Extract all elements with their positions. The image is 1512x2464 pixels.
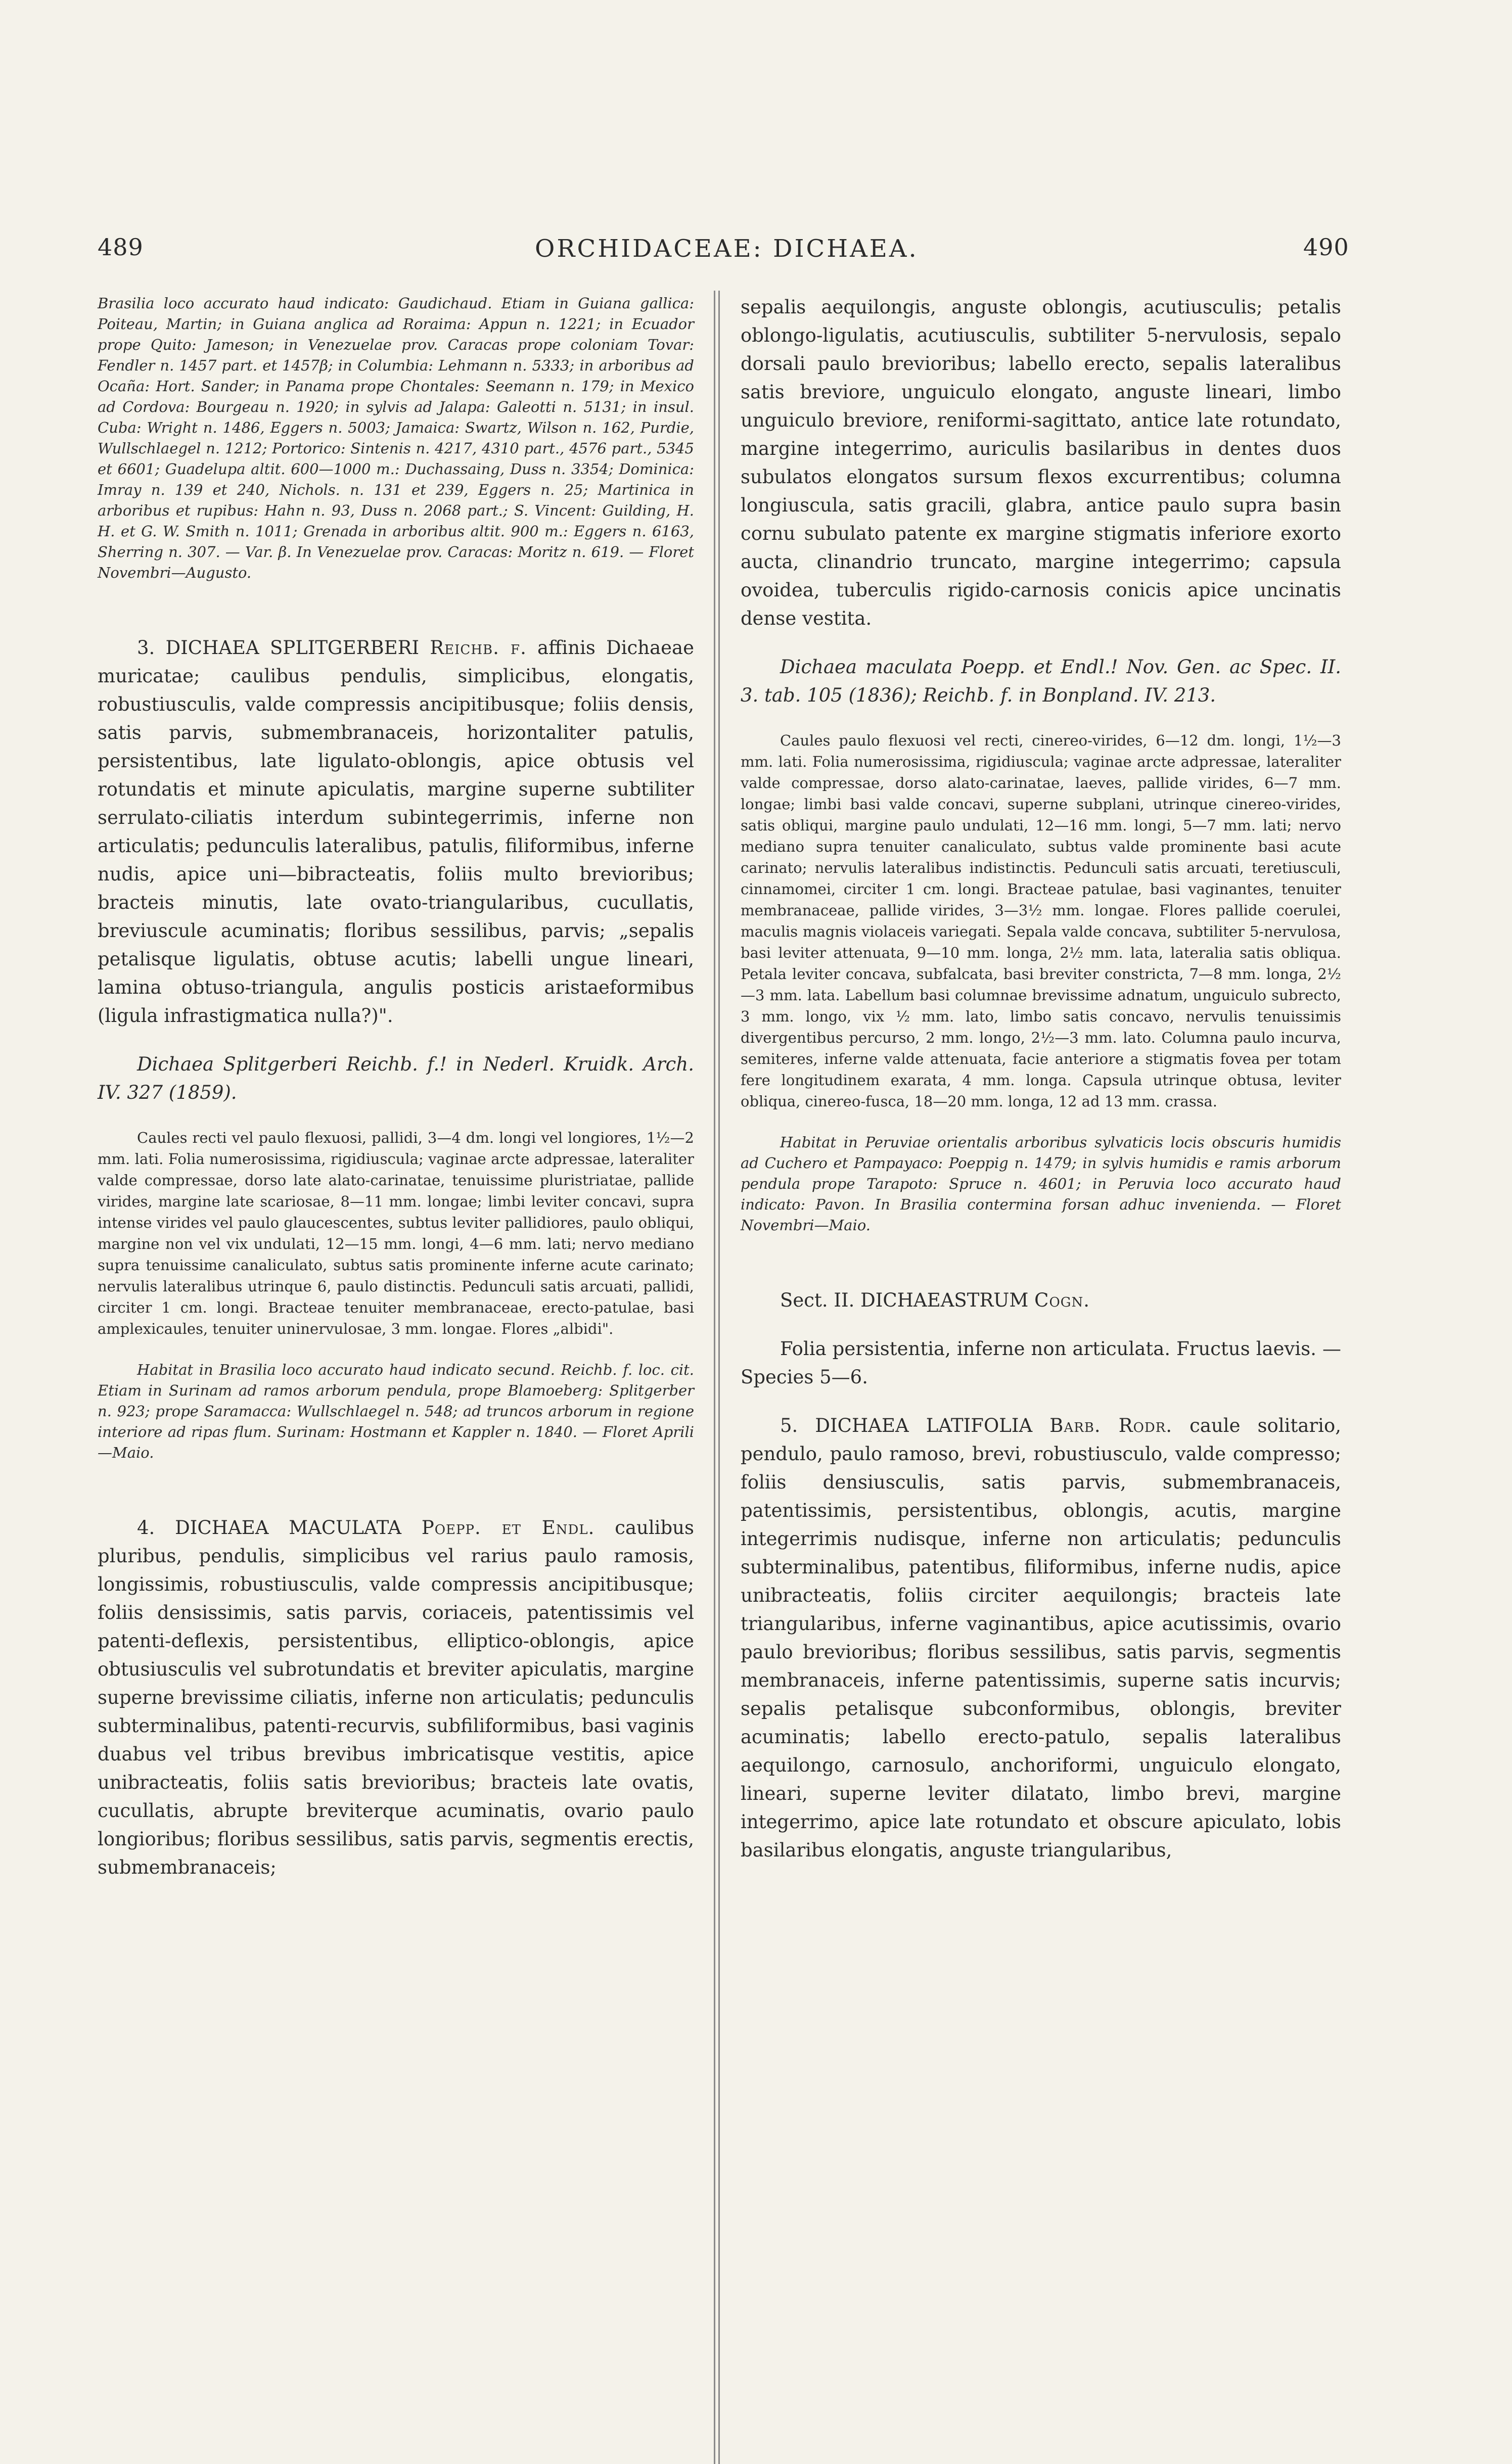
page-header xyxy=(0,234,1512,274)
section-title: Sect. II. DICHAEASTRUM xyxy=(780,1289,1029,1311)
species-3-reference: Dichaea Splitgerberi Reichb. f.! in Nederl. Kruidk. Arch. IV. 327 (1859). xyxy=(98,1053,694,1103)
species-4-author: Poepp. et Endl. xyxy=(421,1517,595,1539)
species-5-description xyxy=(741,1412,1341,1865)
species-3-description xyxy=(98,634,694,1030)
species-4-description xyxy=(98,1514,694,1882)
species-4-diagnosis: caulibus pluribus, pendulis, simplicibus vel rarius paulo ramosis, longissimis, robustiusculis, valde compressis ancipitibusque; foliis densissimis, satis parvis, coriaceis, patentissimis vel patenti-deflexis, persistentibus, elliptico-oblongis, apice obtusiusculis vel subrotundatis et breviter apiculatis, margine superne brevissime ciliatis, inferne non articulatis; pedunculis subterminalibus, patenti-recurvis, subfiliformibus, basi vaginis duabus vel tribus brevibus imbricatisque vestitis, apice unibracteatis, foliis satis brevioribus; bracteis late ovatis, cucullatis, abrupte breviterque acuminatis, ovario paulo longioribus; floribus sessilibus, satis parvis, segmentis erectis, submembranaceis; xyxy=(98,1517,694,1878)
species-3-heading: 3. DICHAEA SPLITGERBERI xyxy=(137,637,420,659)
species-4-reference: Dichaea maculata Poepp. et Endl.! Nov. Gen. ac Spec. II. 3. tab. 105 (1836); Reichb. f. in Bonpland. IV. 213. xyxy=(741,656,1341,706)
page-number-left: 489 xyxy=(98,234,144,261)
species-3-detail: Caules recti vel paulo flexuosi, pallidi, 3—4 dm. longi vel longiores, 1½—2 mm. lati. Folia numerosissima, rigidiuscula; vaginae arcte adpressae, lateraliter valde compressae, dorso late alato-carinatae, tenuissime pluristriatae, pallide virides, margine late scariosae, 8—11 mm. longae; limbi leviter concavi, supra intense virides vel paulo glaucescentes, subtus leviter pallidiores, paulo obliqui, margine non vel vix undulati, 12—15 mm. longi, 4—6 mm. lati; nervo mediano supra tenuissime canaliculato, subtus satis prominente inferne acute carinato; nervulis lateralibus utrinque 6, paulo distinctis. Pedunculi satis arcuati, pallidi, circiter 1 cm. longi. Bracteae tenuiter membranaceae, erecto-patulae, basi amplexicaules, tenuiter uninervulosae, 3 mm. longae. Flores „albidi". xyxy=(98,1129,694,1337)
species-4-detail: Caules paulo flexuosi vel recti, cinereo-virides, 6—12 dm. longi, 1½—3 mm. lati. Folia numerosissima, rigidiuscula; vaginae arcte adpressae, lateraliter valde compressae, dorso alato-carinatae, laeves, pallide virides, 6—7 mm. longae; limbi basi valde concavi, superne subplani, utrinque cinereo-virides, satis obliqui, margine paulo undulati, 12—16 mm. longi, 5—7 mm. lati; nervo mediano supra tenuiter canaliculato, subtus valde prominente basi acute carinato; nervulis lateralibus indistinctis. Pedunculi satis arcuati, teretiusculi, cinnamomei, circiter 1 cm. longi. Bracteae patulae, basi vaginantes, tenuiter membranaceae, pallide virides, 3—3½ mm. longae. Flores pallide coerulei, maculis magnis violaceis variegati. Sepala valde concava, subtiliter 5-nervulosa, basi leviter attenuata, 9—10 mm. longa, 2½ mm. lata, lateralia satis obliqua. Petala leviter concava, subfalcata, basi breviter constricta, 7—8 mm. longa, 2½—3 mm. lata. Labellum basi columnae brevissime adnatum, unguiculo subrecto, 3 mm. longo, vix ½ mm. lato, limbo satis concavo, nervulis tenuissimis divergentibus percurso, 2 mm. longo, 2½—3 mm. lato. Columna paulo incurva, semiteres, inferne valde attenuata, facie anteriore a stigmatis fovea per totam fere longitudinem exarata, 4 mm. longa. Capsula utrinque obtusa, leviter obliqua, cinereo-fusca, 18—20 mm. longa, 12 ad 13 mm. crassa. xyxy=(741,732,1341,1110)
page-number-right: 490 xyxy=(1303,234,1349,261)
running-title: ORCHIDACEAE: DICHAEA. xyxy=(535,235,919,263)
species-4-heading: 4. DICHAEA MACULATA xyxy=(137,1517,402,1539)
species-5-author: Barb. Rodr. xyxy=(1049,1415,1173,1436)
section-description: Folia persistentia, inferne non articulata. Fructus laevis. — Species 5—6. xyxy=(741,1338,1341,1388)
distribution-paragraph: Brasilia loco accurato haud indicato: Gaudichaud. Etiam in Guiana gallica: Poiteau, Martin; in Guiana anglica ad Roraima: Appun n. 1221; in Ecuador prope Quito: Jameson; in Venezuelae prov. Caracas prope coloniam Tovar: Fendler n. 1457 part. et 1457β; in Columbia: Lehmann n. 5333; in arboribus ad Ocaña: Hort. Sander; in Panama prope Chontales: Seemann n. 179; in Mexico ad Cordova: Bourgeau n. 1920; in sylvis ad Jalapa: Galeotti n. 5131; in insul. Cuba: Wright n. 1486, Eggers n. 5003; Jamaica: Swartz, Wilson n. 162, Purdie, Wullschlaegel n. 1212; Portorico: Sintenis n. 4217, 4310 part., 4576 part., 5345 et 6601; Guadelupa altit. 600—1000 m.: Duchassaing, Duss n. 3354; Dominica: Imray n. 139 et 240, Nichols. n. 131 et 239, Eggers n. 25; Martinica in arboribus et rupibus: Hahn n. 93, Duss n. 2068 part.; S. Vincent: Guilding, H. H. et G. W. Smith n. 1011; Grenada in arboribus altit. 900 m.: Eggers n. 6163, Sherring n. 307. — Var. β. In Venezuelae prov. Caracas: Moritz n. 619. — Floret Novembri—Augusto. xyxy=(98,295,694,581)
species-5-heading: 5. DICHAEA LATIFOLIA xyxy=(780,1415,1033,1436)
species-3-diagnosis: affinis Dichaeae muricatae; caulibus pendulis, simplicibus, elongatis, robustiusculis, valde compressis ancipitibusque; foliis densis, satis parvis, submembranaceis, horizontaliter patulis, persistentibus, late ligulato-oblongis, apice obtusis vel rotundatis et minute apiculatis, margine superne subtiliter serrulato-ciliatis interdum subintegerrimis, inferne non articulatis; pedunculis lateralibus, patulis, filiformibus, inferne nudis, apice uni—bibracteatis, foliis multo brevioribus; bracteis minutis, late ovato-triangularibus, cucullatis, breviuscule acuminatis; floribus sessilibus, parvis; „sepalis petalisque ligulatis, obtuse acutis; labelli ungue lineari, lamina obtuso-triangula, angulis posticis aristaeformibus (ligula infrastigmatica nulla?)". xyxy=(98,637,694,1027)
species-4-habitat: Habitat in Peruviae orientalis arboribus sylvaticis locis obscuris humidis ad Cuchero et Pampayaco: Poeppig n. 1479; in sylvis humidis e ramis arborum pendula prope Tarapoto: Spruce n. 4601; in Peruvia loco accurato haud indicato: Pavon. In Brasilia contermina forsan adhuc invenienda. — Floret Novembri—Maio. xyxy=(741,1134,1341,1234)
column-divider xyxy=(714,291,720,2464)
species-3-author: Reichb. f. xyxy=(430,637,527,659)
section-heading xyxy=(741,1286,1341,1315)
section-author: Cogn. xyxy=(1034,1289,1090,1311)
right-column xyxy=(741,293,1341,1865)
species-4-continuation: sepalis aequilongis, anguste oblongis, acutiusculis; petalis oblongo-ligulatis, acutiusculis, subtiliter 5-nervulosis, sepalo dorsali paulo brevioribus; labello erecto, sepalis lateralibus satis breviore, unguiculo elongato, anguste lineari, limbo unguiculo breviore, reniformi-sagittato, antice late rotundato, margine integerrimo, auriculis basilaribus in dentes duos subulatos elongatos sursum flexos excurrentibus; columna longiuscula, satis gracili, glabra, antice paulo supra basin cornu subulato patente ex margine stigmatis inferiore exorto aucta, clinandrio truncato, margine integerrimo; capsula ovoidea, tuberculis rigido-carnosis conicis apice uncinatis dense vestita. xyxy=(741,296,1341,629)
species-5-diagnosis: caule solitario, pendulo, paulo ramoso, brevi, robustiusculo, valde compresso; foliis densiusculis, satis parvis, submembranaceis, patentissimis, persistentibus, oblongis, acutis, margine integerrimis nudisque, inferne non articulatis; pedunculis subterminalibus, patentibus, filiformibus, inferne nudis, apice unibracteatis, foliis circiter aequilongis; bracteis late triangularibus, inferne vaginantibus, apice acutissimis, ovario paulo brevioribus; floribus sessilibus, satis parvis, segmentis membranaceis, inferne patentissimis, superne satis incurvis; sepalis petalisque subconformibus, oblongis, breviter acuminatis; labello erecto-patulo, sepalis lateralibus aequilongo, carnosulo, anchoriformi, unguiculo elongato, lineari, superne leviter dilatato, limbo brevi, margine integerrimo, apice late rotundato et obscure apiculato, lobis basilaribus elongatis, anguste triangularibus, xyxy=(741,1415,1341,1861)
left-column xyxy=(98,293,694,1882)
species-3-habitat: Habitat in Brasilia loco accurato haud indicato secund. Reichb. f. loc. cit. Etiam in Surinam ad ramos arborum pendula, prope Blamoeberg: Splitgerber n. 923; prope Saramacca: Wullschlaegel n. 548; ad truncos arborum in regione interiore ad ripas flum. Surinam: Hostmann et Kappler n. 1840. — Floret Aprili—Maio. xyxy=(98,1361,694,1461)
